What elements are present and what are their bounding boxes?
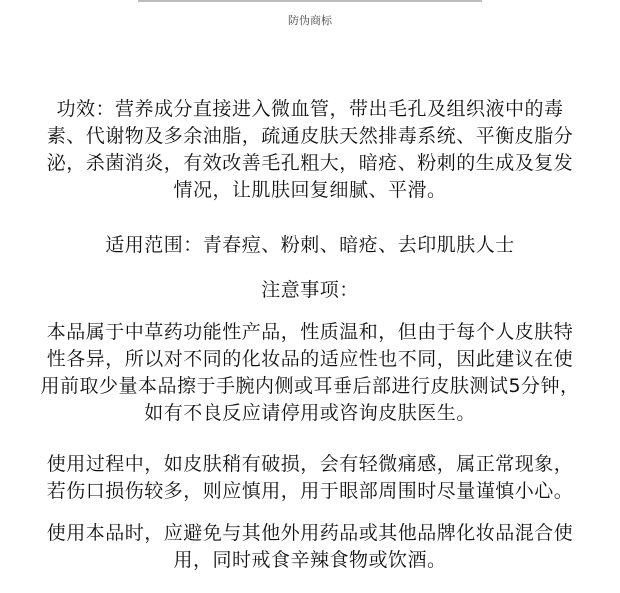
notice-paragraph-1: 本品属于中草药功能性产品，性质温和，但由于每个人皮肤特 性各异，所以对不同的化妆品的适应性也不同，因此建议在使 用前取少量本品擦于手腕内侧或耳垂后部进行皮肤测试5分钟， 如有不良反应请停用或咨询皮肤医生。 xyxy=(40,321,580,424)
efficacy-paragraph: 功效：营养成分直接进入微血管，带出毛孔及组织液中的毒 素、代谢物及多余油脂，疏通皮肤天然排毒系统、平衡皮脂分 泌，杀菌消炎，有效改善毛孔粗大，暗疮、粉刺的生成及复发 情况，让肌肤回复细腻、平滑。 xyxy=(46,98,574,201)
notice-title: 注意事项： xyxy=(261,279,359,301)
notice-paragraph-3: 使用本品时，应避免与其他外用药品或其他品牌化妆品混合使 用，同时戒食辛辣食物或饮酒。 xyxy=(46,522,574,571)
notice-paragraph-2: 使用过程中，如皮肤稍有破损，会有轻微痛感，属正常现象， 若伤口损伤较多，则应慎用，用于眼部周围时尽量谨慎小心。 xyxy=(46,453,574,502)
scope-paragraph: 适用范围：青春痘、粉刺、暗疮、去印肌肤人士 xyxy=(105,234,515,256)
anti-counterfeit-caption: 防伪商标 xyxy=(288,14,332,27)
top-divider xyxy=(138,0,482,2)
